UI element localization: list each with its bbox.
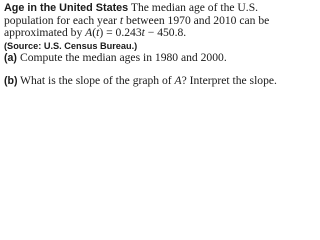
part-b-text: [20, 75, 304, 88]
part-b: [4, 75, 304, 88]
equation-rest: = 0.243: [103, 26, 142, 39]
part-b-variable-A: A: [174, 74, 182, 87]
problem-intro: [4, 2, 304, 40]
problem-title: Age in the United States: [4, 2, 129, 14]
function-t: t: [96, 26, 100, 39]
part-a-text: Compute the median ages in 1980 and 2000.: [20, 50, 227, 64]
intro-text-2: between 1970 and 2010 can be approximated by: [4, 13, 270, 39]
intro-text-1: The median age of the U.S. population for each year: [4, 1, 259, 27]
part-a: [4, 52, 304, 65]
equation-end: − 450.8.: [144, 26, 187, 39]
equation-t: t: [141, 26, 145, 39]
part-a-label: (a): [4, 51, 17, 64]
part-b-label: (b): [4, 75, 18, 87]
part-b-text-1: What is the slope of the graph of: [20, 74, 175, 87]
function-A: A: [85, 26, 93, 39]
source-citation: (Source: U.S. Census Bureau.): [4, 40, 138, 51]
variable-t: t: [119, 13, 124, 27]
paren-open: (: [92, 26, 97, 39]
paren-close: ): [99, 26, 104, 39]
problem-block: [4, 2, 304, 88]
part-b-text-2: ? Interpret the slope.: [181, 74, 277, 87]
